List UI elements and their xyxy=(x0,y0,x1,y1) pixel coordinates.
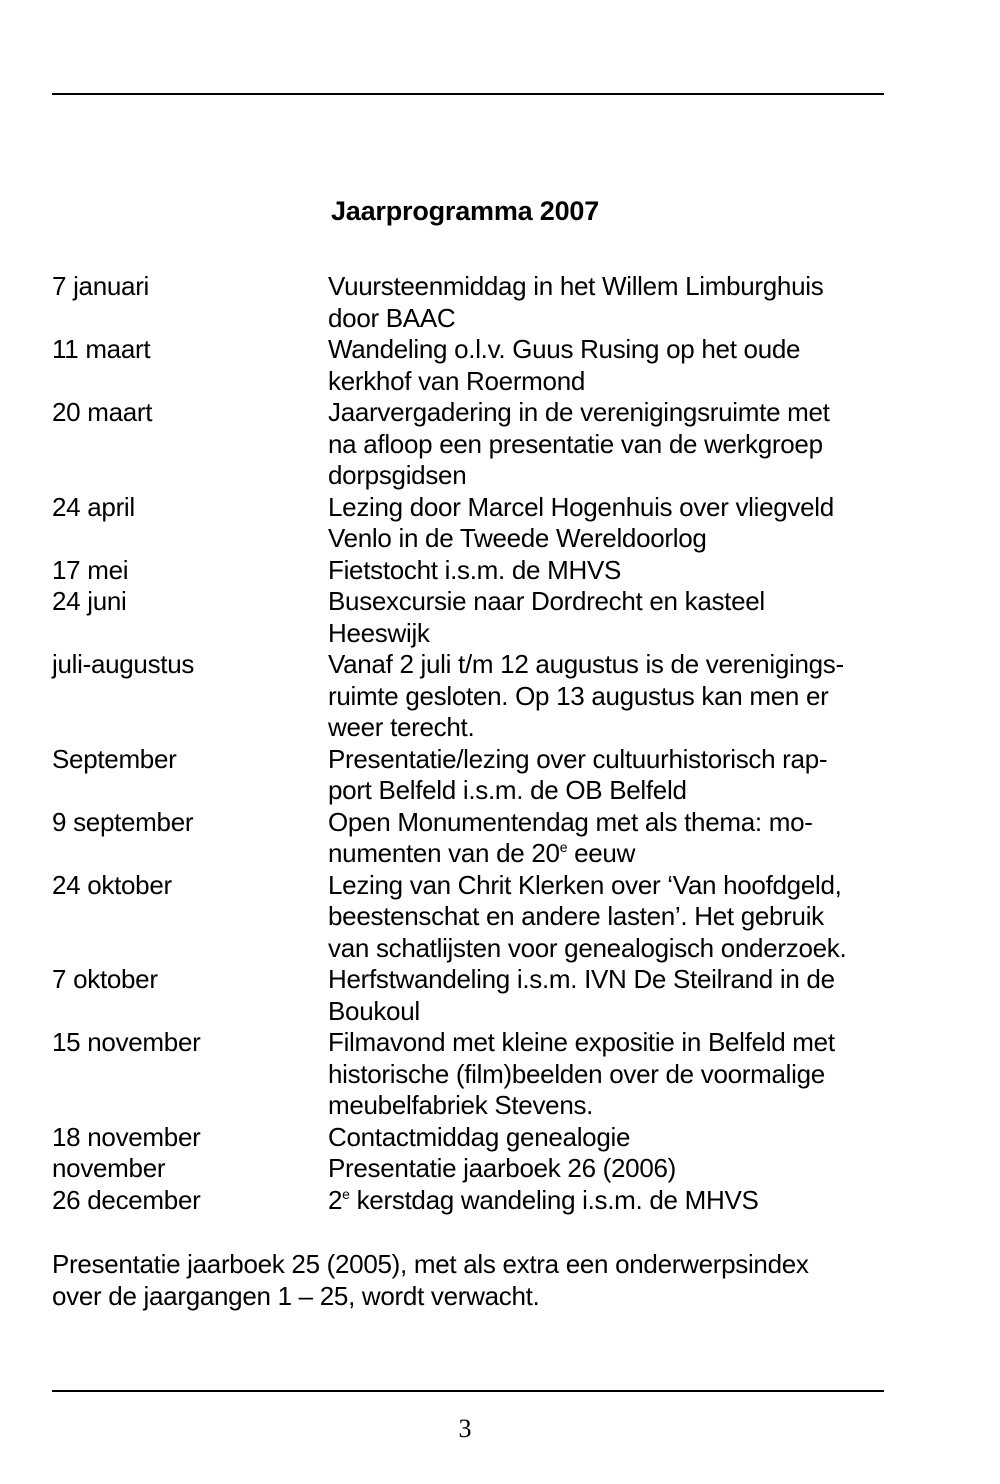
page-number: 3 xyxy=(458,1414,472,1443)
entry-description: Contactmiddag genealogie xyxy=(328,1121,631,1152)
schedule-entry xyxy=(52,744,892,807)
entry-description: Lezing van Chrit Klerken over ‘Van hoofdgeld, beestenschat en andere lasten’. Het gebruik van schatlijsten voor genealogisch onderzoek. xyxy=(328,869,847,963)
entry-description: Presentatie jaarboek 26 (2006) xyxy=(328,1153,677,1183)
schedule-entry xyxy=(52,870,892,965)
entry-date: november xyxy=(52,1153,166,1183)
schedule-list xyxy=(52,271,892,1216)
entry-date: 24 juni xyxy=(52,586,127,616)
schedule-entry xyxy=(52,1027,892,1122)
entry-description: Filmavond met kleine expositie in Belfeld met historische (film)beelden over de voormalige meubelfabriek Stevens. xyxy=(328,1027,835,1120)
schedule-entry xyxy=(52,586,892,649)
schedule-entry xyxy=(52,397,892,492)
entry-description: Wandeling o.l.v. Guus Rusing op het oude kerkhof van Roermond xyxy=(328,334,801,396)
entry-description: Herfstwandeling i.s.m. IVN De Steilrand in de Boukoul xyxy=(328,964,835,1026)
entry-description: Fietstocht i.s.m. de MHVS xyxy=(328,554,622,585)
entry-description: Lezing door Marcel Hogenhuis over vliegveld Venlo in de Tweede Wereldoorlog xyxy=(328,491,834,553)
schedule-entry xyxy=(52,1153,892,1185)
entry-description: Busexcursie naar Dordrecht en kasteel Heeswijk xyxy=(328,586,765,648)
schedule-entry xyxy=(52,555,892,587)
entry-description: Vuursteenmiddag in het Willem Limburghuis door BAAC xyxy=(328,271,824,333)
schedule-entry xyxy=(52,964,892,1027)
entry-date: 9 september xyxy=(52,806,194,837)
entry-description: Jaarvergadering in de verenigingsruimte met na afloop een presentatie van de werkgroep dorpsgidsen xyxy=(328,397,830,490)
entry-description: Open Monumentendag met als thema: mo- numenten van de 20e eeuw xyxy=(328,806,813,868)
schedule-entry xyxy=(52,807,892,870)
entry-date: 11 maart xyxy=(52,334,151,364)
entry-date: juli-augustus xyxy=(52,649,195,679)
entry-date: 7 januari xyxy=(52,271,150,301)
entry-date: 15 november xyxy=(52,1027,201,1057)
schedule-entry xyxy=(52,649,892,744)
entry-date: 24 april xyxy=(52,491,135,522)
bottom-rule xyxy=(52,1390,884,1392)
schedule-entry xyxy=(52,1185,892,1217)
entry-date: 7 oktober xyxy=(52,964,158,994)
schedule-entry xyxy=(52,271,892,334)
entry-description: 2e kerstdag wandeling i.s.m. de MHVS xyxy=(328,1184,759,1215)
entry-date: 20 maart xyxy=(52,397,153,427)
entry-description: Vanaf 2 juli t/m 12 augustus is de verenigings- ruimte gesloten. Op 13 augustus kan men er weer terecht. xyxy=(328,649,844,742)
closing-note: Presentatie jaarboek 25 (2005), met als extra een onderwerpsindex over de jaargangen 1 – 25, wordt verwacht. xyxy=(52,1249,809,1311)
entry-description: Presentatie/lezing over cultuurhistorisch rap- port Belfeld i.s.m. de OB Belfeld xyxy=(328,743,828,805)
entry-date: 26 december xyxy=(52,1184,201,1215)
page-title: Jaarprogramma 2007 xyxy=(330,196,600,226)
schedule-entry xyxy=(52,1122,892,1154)
schedule-entry xyxy=(52,492,892,555)
entry-date: 17 mei xyxy=(52,554,129,585)
top-rule xyxy=(52,93,884,95)
entry-date: 24 oktober xyxy=(52,869,172,900)
entry-date: 18 november xyxy=(52,1121,201,1152)
entry-date: September xyxy=(52,743,177,774)
schedule-entry xyxy=(52,334,892,397)
